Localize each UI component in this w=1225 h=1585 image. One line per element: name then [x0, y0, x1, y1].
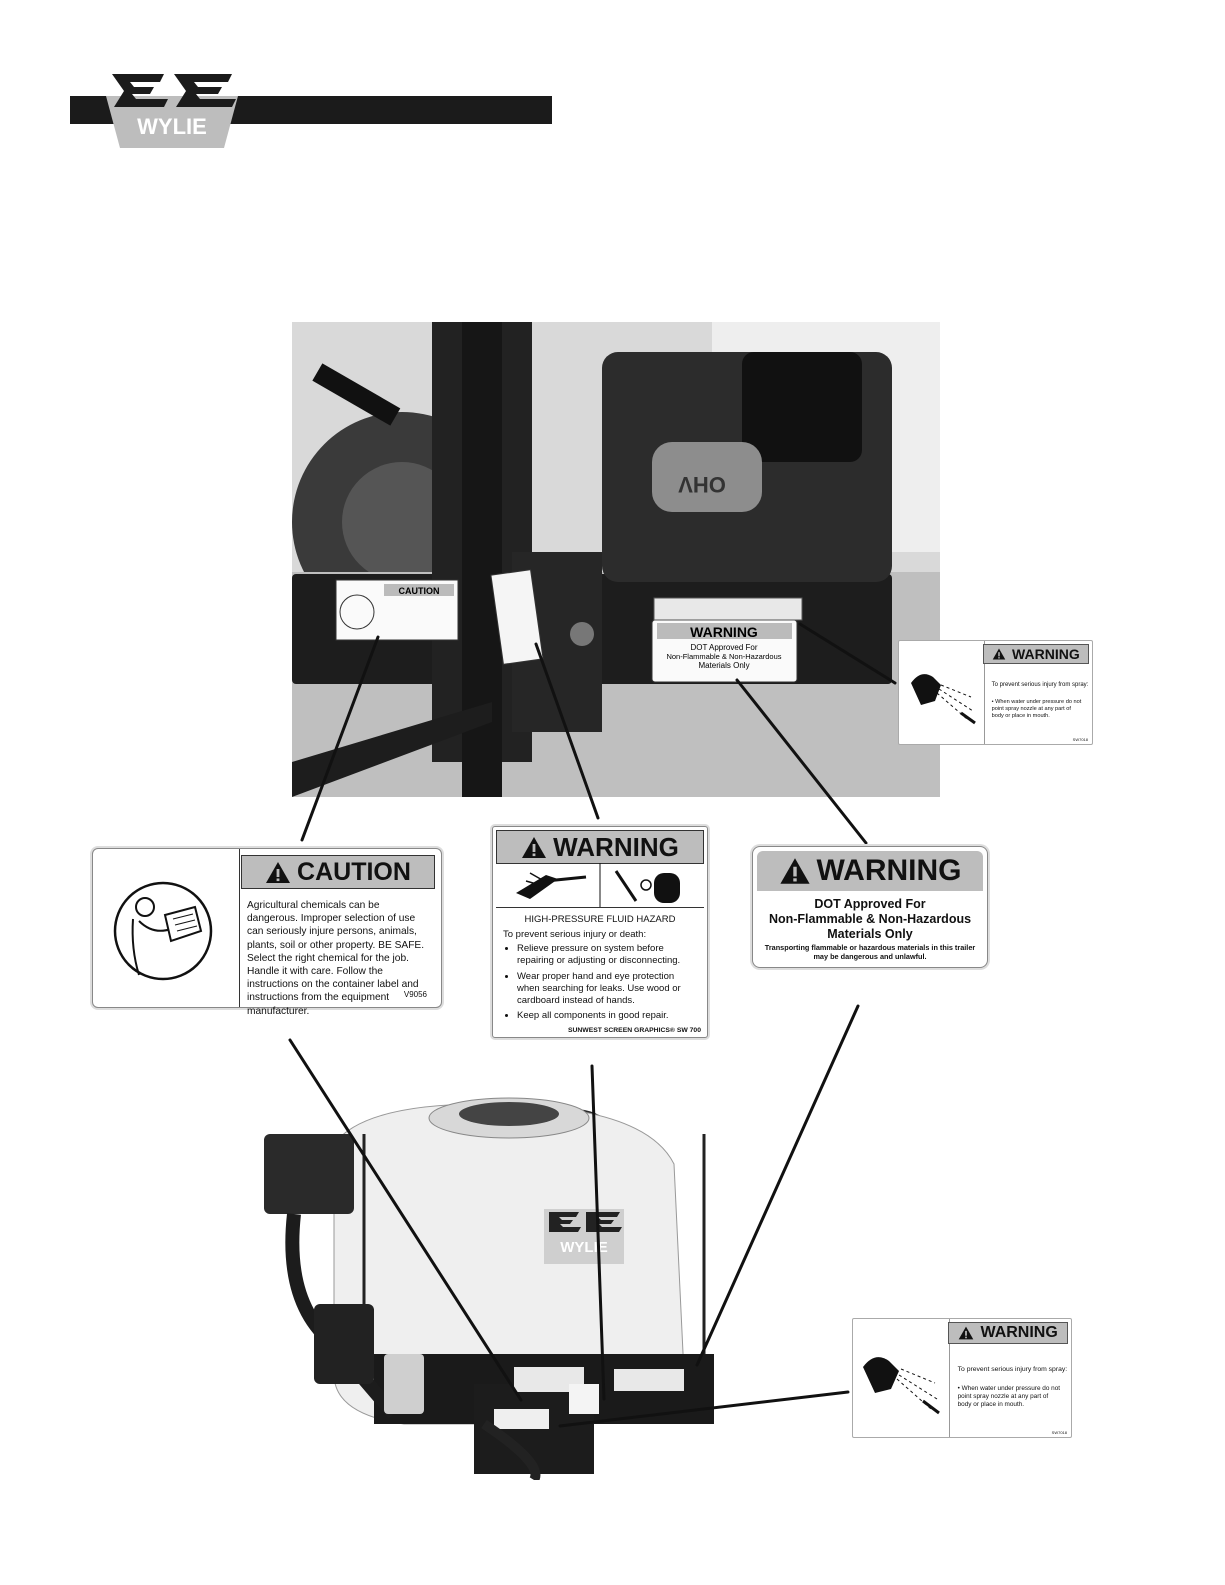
fluid-hazard-title: HIGH-PRESSURE FLUID HAZARD — [524, 914, 676, 925]
dot-approved-text — [753, 897, 987, 942]
wood-probe-icon — [616, 871, 636, 901]
fluid-hazard-decal — [492, 826, 708, 1038]
spray-bottom-code: SW7018 — [1051, 1430, 1067, 1435]
sprayer-tank-photo — [244, 1084, 730, 1480]
engine-ohv-text: OHV — [678, 472, 726, 497]
hand-icon — [911, 674, 941, 705]
alert-triangle-icon — [992, 648, 1006, 660]
list-item: • Wear proper hand and eye protection when searching for leaks. Use wood or cardboard instead of hands. — [517, 971, 699, 1008]
caution-code: V9056 — [403, 990, 427, 999]
spray-top-bullet: • When water under pressure do not point spray nozzle at any part of body or place in mouth. — [991, 698, 1082, 719]
spray-bottom-line: To prevent serious injury from spray: — [957, 1366, 1068, 1374]
fluid-hazard-bullets — [503, 943, 699, 1026]
svg-text:Non-Flammable & Non-Hazardous: Non-Flammable & Non-Hazardous — [666, 652, 782, 661]
spray-hand-pictogram — [899, 641, 985, 744]
engine-trailer-photo — [292, 322, 940, 797]
spray-top-heading — [983, 644, 1089, 664]
caution-heading — [241, 855, 435, 889]
photo-caution-label: CAUTION — [398, 586, 440, 596]
alert-triangle-icon — [521, 836, 547, 859]
spray-warning-decal-top — [898, 640, 1093, 745]
spray-hand-pictogram — [853, 1319, 950, 1437]
spray-bottom-heading — [948, 1322, 1068, 1344]
photo-warning-label: WARNING — [690, 624, 758, 640]
dot-warning-decal — [752, 846, 988, 968]
spray-top-code: SW7018 — [1072, 737, 1088, 742]
svg-text:Materials Only: Materials Only — [698, 661, 750, 670]
dot-warning-heading — [757, 851, 983, 891]
logo-text: WYLIE — [137, 114, 207, 139]
read-manual-pictogram — [93, 849, 240, 1007]
face-shield-icon — [654, 873, 680, 903]
spray-bottom-heading-text: WARNING — [980, 1324, 1058, 1342]
hand-icon — [863, 1357, 899, 1393]
wylie-logo — [106, 70, 238, 154]
fluid-hazard-intro: To prevent serious injury or death: — [503, 929, 647, 940]
spray-warning-decal-bottom — [852, 1318, 1072, 1438]
dot-line-3: Materials Only — [827, 927, 913, 941]
svg-text:DOT Approved For: DOT Approved For — [690, 643, 758, 652]
fluid-hazard-credit: SUNWEST SCREEN GRAPHICS® SW 700 — [567, 1027, 701, 1034]
fluid-hazard-heading-text: WARNING — [553, 831, 679, 862]
caution-decal — [92, 848, 442, 1017]
tank-logo-text: WYLIE — [560, 1239, 608, 1256]
dot-line-1: DOT Approved For — [814, 897, 926, 911]
spray-bottom-bullet: • When water under pressure do not point spray nozzle at any part of body or place in mouth. — [957, 1385, 1061, 1409]
list-item: • Keep all components in good repair. — [517, 1010, 699, 1022]
spray-top-heading-text: WARNING — [1012, 645, 1080, 662]
fluid-hazard-heading — [496, 830, 704, 864]
alert-triangle-icon — [958, 1326, 974, 1340]
dot-warning-heading-text: WARNING — [816, 854, 962, 887]
alert-triangle-icon — [779, 857, 811, 885]
list-item: • Relieve pressure on system before repairing or adjusting or disconnecting. — [517, 943, 699, 968]
fluid-hazard-pictograms — [496, 863, 704, 908]
alert-triangle-icon — [265, 861, 291, 884]
dot-fine-print: Transporting flammable or hazardous materials in this trailer may be dangerous and unlawful. — [764, 943, 976, 961]
caution-body: Agricultural chemicals can be dangerous. Improper selection of use can seriously injure persons, animals, plants, soil or other property. BE SAFE. Select the right chemical for the job. Handle it with care. Follow the instructions on the container label and instructions from the equipment manufacturer. — [247, 900, 425, 1017]
spray-top-line: To prevent serious injury from spray: — [991, 682, 1089, 689]
dot-line-2: Non-Flammable & Non-Hazardous — [768, 912, 972, 926]
caution-heading-text: CAUTION — [297, 857, 411, 886]
injection-hand-icon — [516, 875, 558, 899]
